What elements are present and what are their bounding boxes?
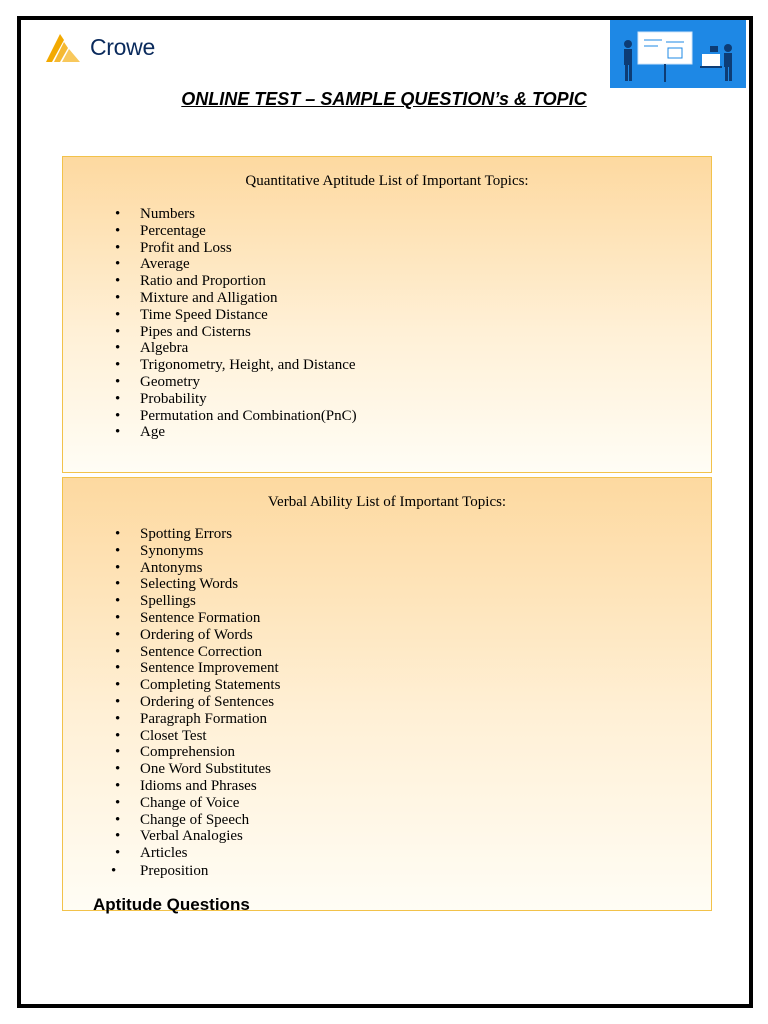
presentation-illustration-icon (610, 20, 746, 88)
list-item: • Spellings (115, 593, 280, 610)
list-item: • Pipes and Cisterns (115, 324, 357, 341)
list-item: • Probability (115, 391, 357, 408)
list-item: • Percentage (115, 223, 357, 240)
list-item: • Geometry (115, 374, 357, 391)
list-item: • Idioms and Phrases (115, 778, 280, 795)
list-item: • Antonyms (115, 560, 280, 577)
list-item: • Permutation and Combination(PnC) (115, 408, 357, 425)
list-item: • Selecting Words (115, 576, 280, 593)
list-item: • Sentence Correction (115, 644, 280, 661)
list-item: • Articles (115, 845, 280, 862)
list-item: • Time Speed Distance (115, 307, 357, 324)
list-item: • Trigonometry, Height, and Distance (115, 357, 357, 374)
quantitative-heading: Quantitative Aptitude List of Important Topics: (245, 173, 529, 189)
verbal-topics-box (62, 477, 712, 911)
quantitative-topics-box (62, 156, 712, 473)
list-item: • Average (115, 256, 357, 273)
aptitude-questions-heading: Aptitude Questions (93, 895, 250, 914)
list-item: • Spotting Errors (115, 526, 280, 543)
list-item: • Ratio and Proportion (115, 273, 357, 290)
header-illustration (610, 20, 746, 88)
verbal-heading: Verbal Ability List of Important Topics: (267, 494, 507, 510)
list-item: • Ordering of Sentences (115, 694, 280, 711)
list-item: • Change of Speech (115, 812, 280, 829)
list-item: • Synonyms (115, 543, 280, 560)
list-item: • Completing Statements (115, 677, 280, 694)
list-item: • Closet Test (115, 728, 280, 745)
list-item: • Sentence Improvement (115, 660, 280, 677)
list-item: • Algebra (115, 340, 357, 357)
list-item: • Sentence Formation (115, 610, 280, 627)
list-item: • Preposition (111, 863, 280, 880)
verbal-topic-list (115, 526, 280, 880)
list-item: • Comprehension (115, 744, 280, 761)
list-item: • Verbal Analogies (115, 828, 280, 845)
list-item: • Change of Voice (115, 795, 280, 812)
list-item: • Mixture and Alligation (115, 290, 357, 307)
list-item: • Numbers (115, 206, 357, 223)
crowe-logo (44, 30, 155, 64)
list-item: • Paragraph Formation (115, 711, 280, 728)
list-item: • Age (115, 424, 357, 441)
list-item: • Profit and Loss (115, 240, 357, 257)
document-title: ONLINE TEST – SAMPLE QUESTION’s & TOPIC (181, 89, 587, 109)
logo-text: Crowe (90, 33, 155, 60)
crowe-logo-icon (44, 30, 82, 64)
list-item: • Ordering of Words (115, 627, 280, 644)
list-item: • One Word Substitutes (115, 761, 280, 778)
quantitative-topic-list (115, 206, 357, 441)
